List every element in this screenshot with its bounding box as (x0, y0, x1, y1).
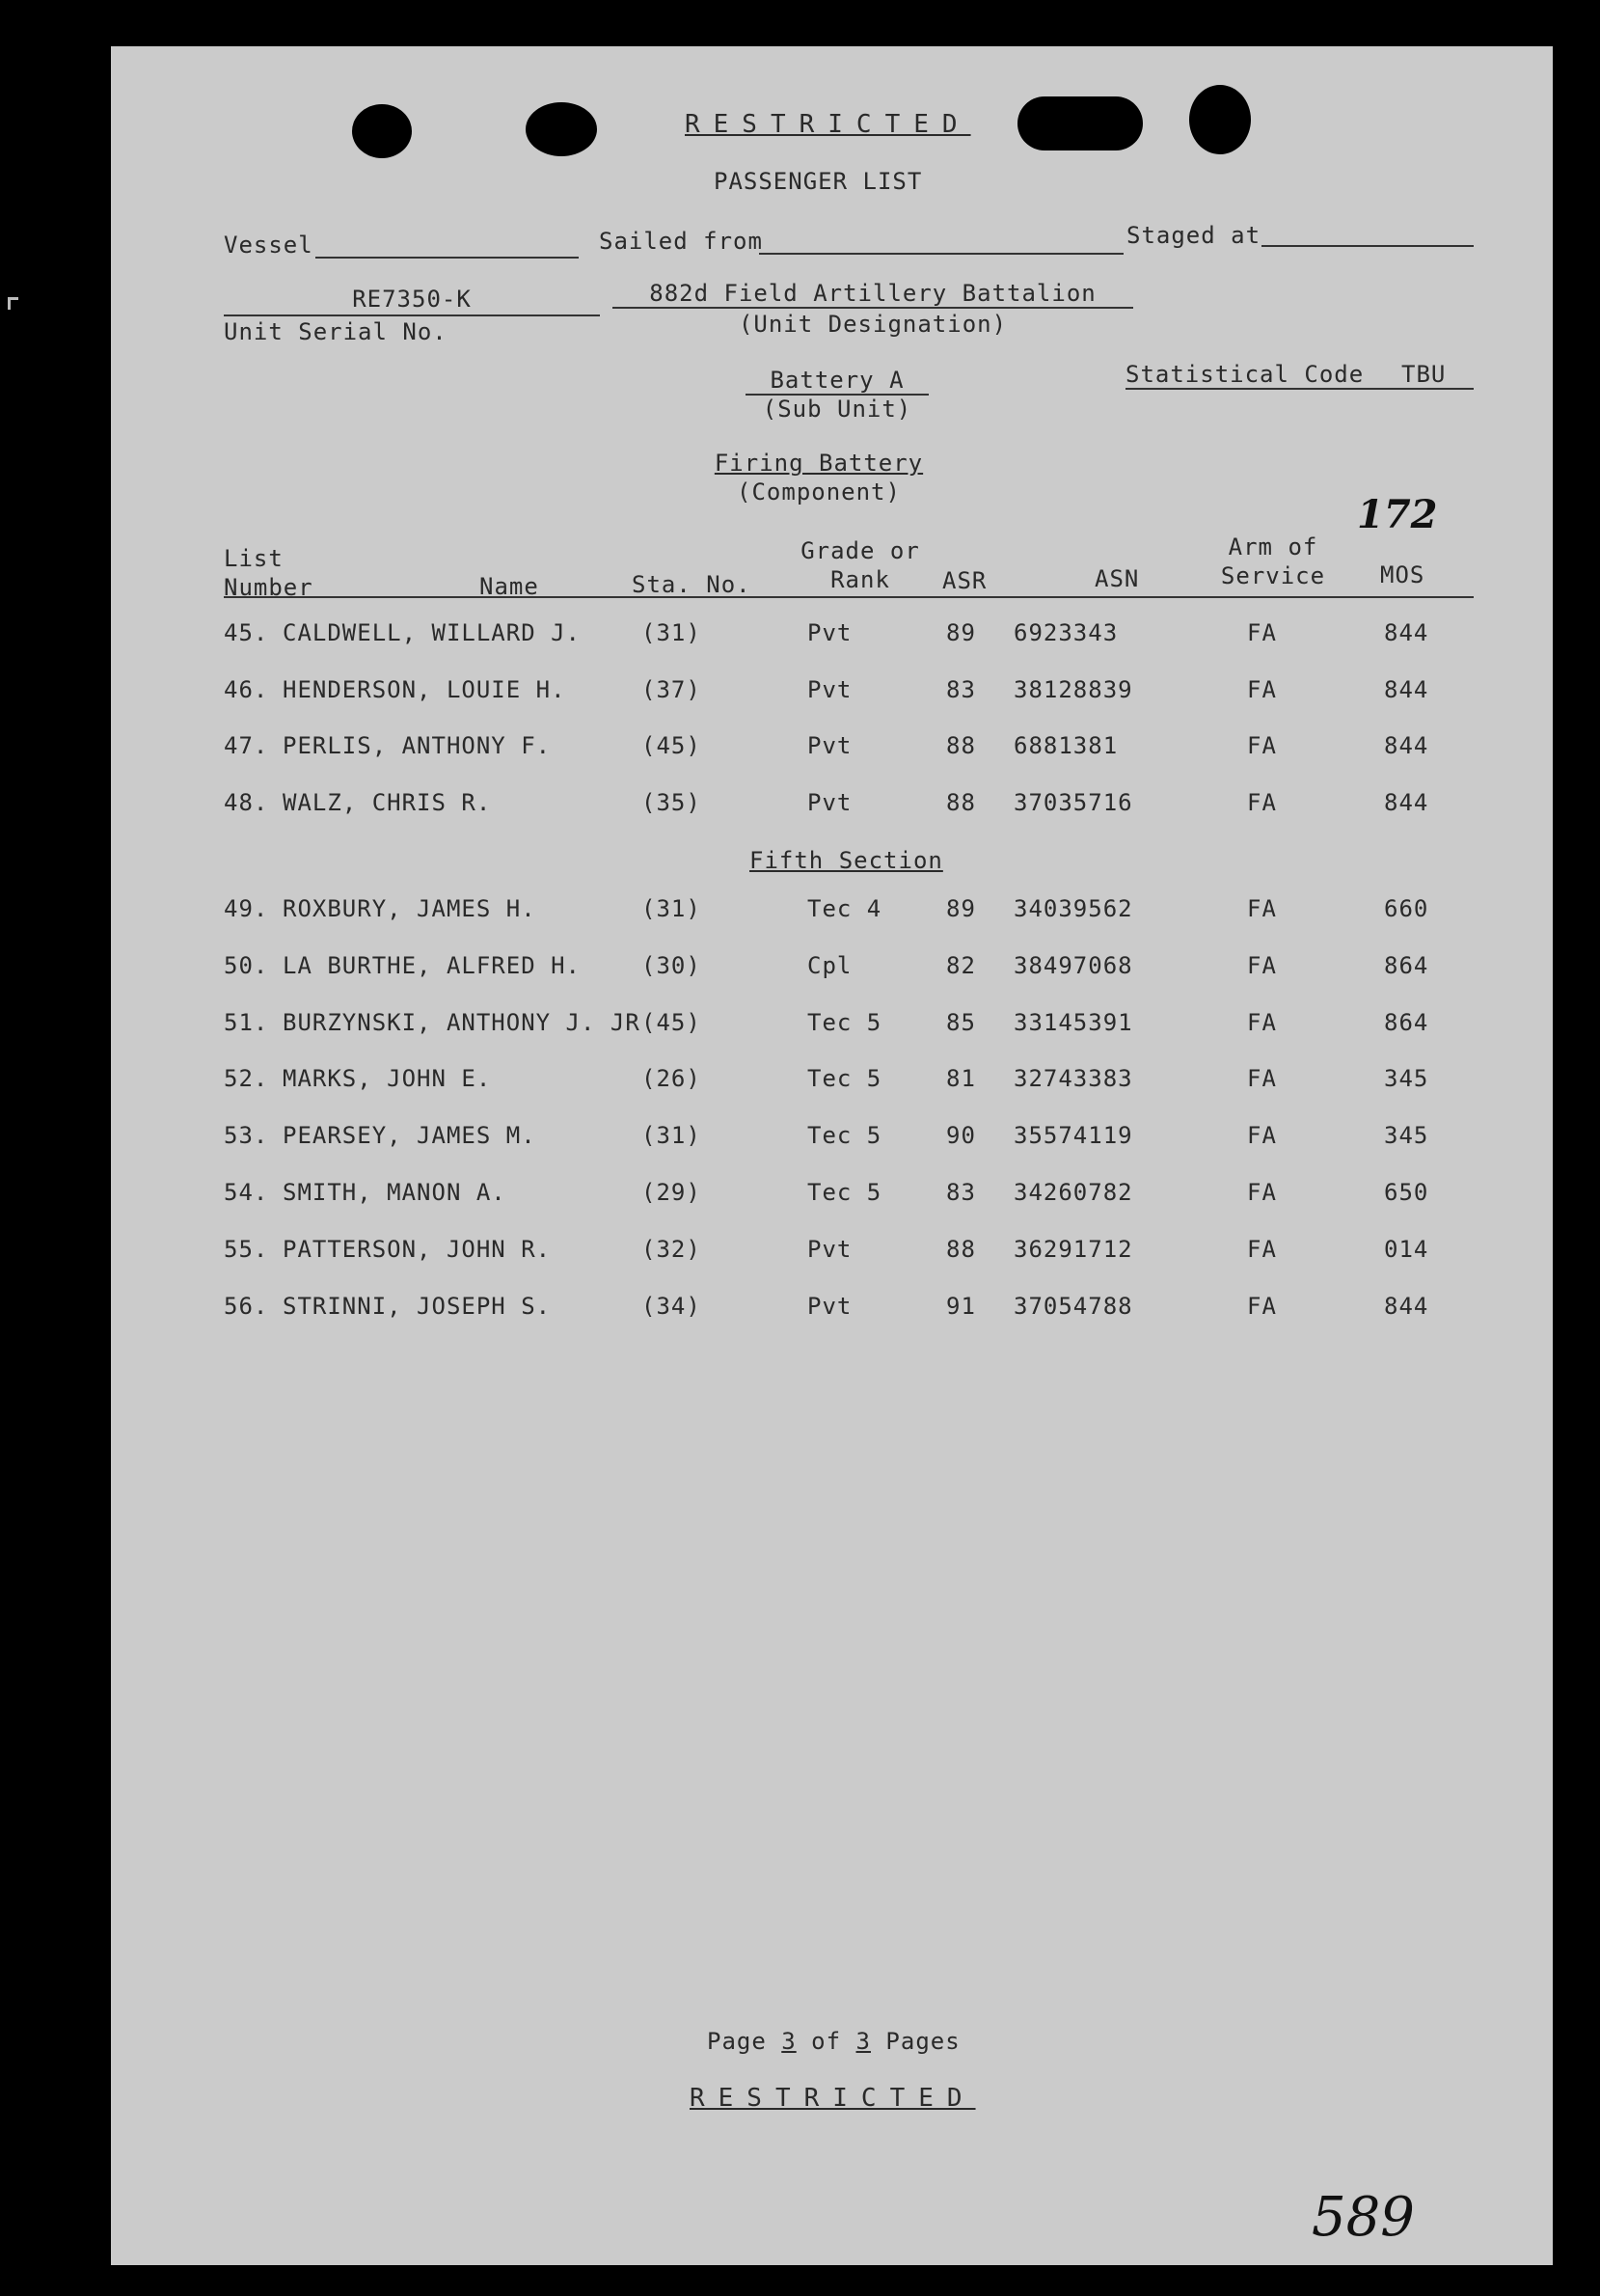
staged-at-field (1261, 245, 1474, 247)
cell-grade: Pvt (807, 732, 853, 759)
cell-grade: Tec 5 (807, 1008, 882, 1036)
cell-name: HENDERSON, LOUIE H. (283, 675, 566, 703)
cell-asn: 32743383 (1014, 1065, 1133, 1093)
sailed-from-label: Sailed from (599, 228, 763, 255)
cell-arm: FA (1247, 1122, 1277, 1150)
statistical-code-line (1125, 388, 1474, 390)
section-heading: Fifth Section (749, 847, 943, 874)
handwritten-number: 589 (1312, 2186, 1415, 2249)
cell-mos: 844 (1384, 619, 1429, 646)
cell-arm: FA (1247, 619, 1277, 646)
cell-sta: (37) (641, 675, 701, 703)
cell-sta: (45) (641, 1008, 701, 1036)
cell-asn: 37035716 (1014, 788, 1133, 816)
cell-arm: FA (1247, 788, 1277, 816)
cell-arm: FA (1247, 951, 1277, 979)
cell-asn: 36291712 (1014, 1235, 1133, 1263)
cell-asr: 88 (946, 788, 976, 816)
cell-asr: 88 (946, 732, 976, 759)
statistical-code-label: Statistical Code (1125, 361, 1365, 388)
cell-num: 45. (224, 619, 269, 646)
cell-asr: 82 (946, 951, 976, 979)
cell-asr: 90 (946, 1122, 976, 1150)
cell-sta: (30) (641, 951, 701, 979)
statistical-code-value: TBU (1401, 361, 1447, 388)
cell-name: BURZYNSKI, ANTHONY J. JR (283, 1008, 640, 1036)
cell-name: SMITH, MANON A. (283, 1179, 506, 1206)
cell-name: STRINNI, JOSEPH S. (283, 1292, 552, 1320)
cell-name: PATTERSON, JOHN R. (283, 1235, 552, 1263)
cell-asr: 83 (946, 675, 976, 703)
vessel-field (315, 257, 579, 259)
cell-sta: (35) (641, 788, 701, 816)
cell-name: CALDWELL, WILLARD J. (283, 619, 581, 646)
cell-mos: 660 (1384, 895, 1429, 922)
cell-mos: 864 (1384, 1008, 1429, 1036)
cell-sta: (31) (641, 895, 701, 922)
cell-num: 53. (224, 1122, 269, 1150)
col-name: Name (479, 573, 539, 600)
component-value: Firing Battery (714, 450, 924, 477)
unit-designation-line (612, 307, 1133, 309)
cell-mos: 864 (1384, 951, 1429, 979)
staged-at-label: Staged at (1126, 222, 1261, 249)
cell-arm: FA (1247, 732, 1277, 759)
cell-grade: Tec 5 (807, 1065, 882, 1093)
cell-sta: (45) (641, 732, 701, 759)
cell-sta: (26) (641, 1065, 701, 1093)
cell-asr: 85 (946, 1008, 976, 1036)
stamp-number: 172 (1357, 492, 1438, 537)
cell-grade: Tec 5 (807, 1122, 882, 1150)
cell-mos: 844 (1384, 1292, 1429, 1320)
cell-asn: 6923343 (1014, 619, 1119, 646)
cell-asr: 89 (946, 619, 976, 646)
cell-asr: 88 (946, 1235, 976, 1263)
cell-asn: 38497068 (1014, 951, 1133, 979)
cell-name: LA BURTHE, ALFRED H. (283, 951, 581, 979)
cell-mos: 345 (1384, 1122, 1429, 1150)
cell-sta: (32) (641, 1235, 701, 1263)
page-indicator (707, 2028, 961, 2055)
unit-designation-value: 882d Field Artillery Battalion (649, 280, 1097, 307)
cell-grade: Tec 5 (807, 1179, 882, 1206)
document-page (111, 46, 1553, 2265)
page-total: 3 (855, 2028, 871, 2055)
cell-mos: 014 (1384, 1235, 1429, 1263)
restricted-header: RESTRICTED (685, 110, 971, 139)
cell-asn: 35574119 (1014, 1122, 1133, 1150)
header-rule (224, 596, 1474, 598)
col-asn: ASN (1095, 565, 1140, 592)
cell-name: ROXBURY, JAMES H. (283, 895, 536, 922)
cell-mos: 844 (1384, 788, 1429, 816)
cell-asr: 81 (946, 1065, 976, 1093)
cell-asn: 6881381 (1014, 732, 1119, 759)
restricted-footer: RESTRICTED (690, 2084, 976, 2113)
cell-num: 52. (224, 1065, 269, 1093)
punch-hole (1017, 96, 1143, 150)
cell-mos: 345 (1384, 1065, 1429, 1093)
cell-num: 50. (224, 951, 269, 979)
cell-grade: Pvt (807, 619, 853, 646)
col-list-number: List Number (224, 545, 313, 601)
col-sta-no: Sta. No. (632, 571, 751, 598)
cell-sta: (31) (641, 1122, 701, 1150)
cell-num: 49. (224, 895, 269, 922)
cell-name: WALZ, CHRIS R. (283, 788, 492, 816)
cell-asr: 89 (946, 895, 976, 922)
col-arm-of-service: Arm of Service (1220, 533, 1326, 589)
document-title: PASSENGER LIST (714, 168, 923, 195)
cell-grade: Tec 4 (807, 895, 882, 922)
cell-mos: 844 (1384, 675, 1429, 703)
cell-arm: FA (1247, 1179, 1277, 1206)
col-asr: ASR (942, 567, 988, 594)
vessel-label: Vessel (224, 232, 313, 259)
sub-unit-label: (Sub Unit) (762, 396, 912, 423)
cell-num: 54. (224, 1179, 269, 1206)
cell-arm: FA (1247, 1065, 1277, 1093)
cell-asn: 38128839 (1014, 675, 1133, 703)
cell-asn: 37054788 (1014, 1292, 1133, 1320)
cell-mos: 844 (1384, 732, 1429, 759)
punch-hole (1189, 85, 1251, 154)
col-grade: Grade or Rank (800, 537, 920, 593)
sub-unit-value: Battery A (770, 367, 905, 394)
page-of: of (811, 2028, 842, 2055)
cell-arm: FA (1247, 675, 1277, 703)
cell-arm: FA (1247, 1292, 1277, 1320)
cell-name: PERLIS, ANTHONY F. (283, 732, 552, 759)
cell-num: 51. (224, 1008, 269, 1036)
cell-sta: (31) (641, 619, 701, 646)
cell-asr: 83 (946, 1179, 976, 1206)
cell-arm: FA (1247, 895, 1277, 922)
cell-sta: (29) (641, 1179, 701, 1206)
cell-num: 55. (224, 1235, 269, 1263)
cell-arm: FA (1247, 1008, 1277, 1036)
cell-asr: 91 (946, 1292, 976, 1320)
cell-arm: FA (1247, 1235, 1277, 1263)
cell-grade: Cpl (807, 951, 853, 979)
cell-name: PEARSEY, JAMES M. (283, 1122, 536, 1150)
punch-hole (526, 102, 597, 156)
cell-num: 56. (224, 1292, 269, 1320)
page-suffix: Pages (885, 2028, 961, 2055)
unit-designation-label: (Unit Designation) (738, 311, 1008, 338)
cell-asn: 33145391 (1014, 1008, 1133, 1036)
col-mos: MOS (1380, 561, 1425, 588)
margin-mark (8, 297, 18, 310)
cell-num: 46. (224, 675, 269, 703)
cell-name: MARKS, JOHN E. (283, 1065, 492, 1093)
cell-grade: Pvt (807, 675, 853, 703)
unit-serial-label: Unit Serial No. (224, 318, 447, 345)
cell-grade: Pvt (807, 1292, 853, 1320)
component-label: (Component) (737, 478, 901, 506)
sailed-from-field (759, 253, 1124, 255)
cell-grade: Pvt (807, 788, 853, 816)
page-prefix: Page (707, 2028, 767, 2055)
unit-serial-line (224, 314, 600, 316)
page-current: 3 (781, 2028, 797, 2055)
cell-asn: 34039562 (1014, 895, 1133, 922)
cell-sta: (34) (641, 1292, 701, 1320)
unit-serial-value: RE7350-K (352, 286, 472, 313)
cell-num: 47. (224, 732, 269, 759)
cell-asn: 34260782 (1014, 1179, 1133, 1206)
cell-num: 48. (224, 788, 269, 816)
cell-mos: 650 (1384, 1179, 1429, 1206)
cell-grade: Pvt (807, 1235, 853, 1263)
punch-hole (352, 104, 412, 158)
